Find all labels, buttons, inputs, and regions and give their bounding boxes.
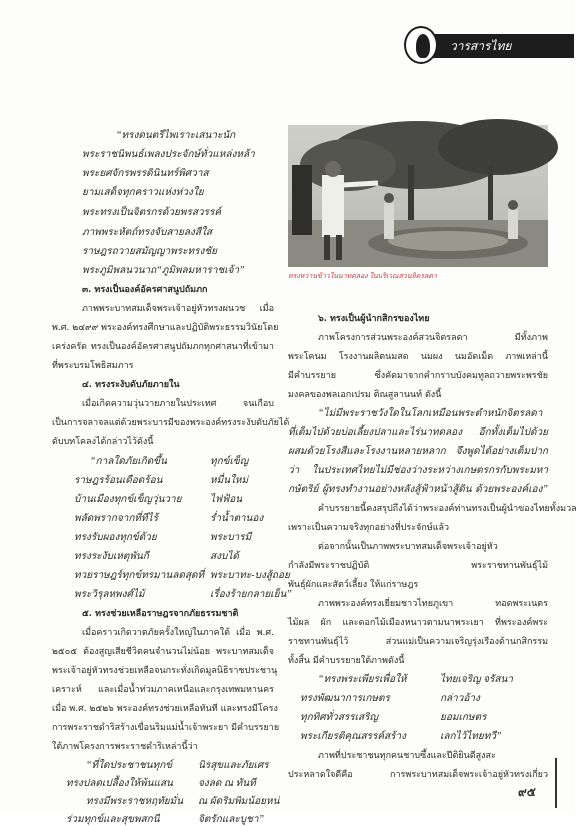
poem-line: “ทรงพระเพียรเพื่อให้ (318, 674, 407, 685)
paragraph-line: เคราะห์ และเมื่อน้ำท่วมภาคเหนือและกรุงเทพมหานคร (52, 685, 274, 695)
paragraph-line: พันธุ์ผักและสัตว์เลี้ยง ให้แก่ราษฎร (288, 580, 419, 590)
quote-line: “ไม่มีพระราชวังใดในโลกเหมือนพระตำหนักจิตรลดา (318, 408, 543, 419)
poem-line: พระทรงเป็นจิตรกรด้วยพรสวรรค์ (82, 207, 222, 218)
margin-rule (555, 758, 557, 808)
poem-line: กล่าวอ้าง (440, 693, 480, 704)
poem-line: พลัดพรากจากที่ทีไร้ (74, 513, 158, 524)
paragraph-line: ภาพพระองค์ทรงเยี่ยมชาวไทยภูเขา ทอดพระเนตร (318, 599, 548, 609)
page-number: ๙๕ (518, 785, 536, 799)
paragraph-line: พระเจ้าอยู่หัวทรงช่วยเหลือจนกระทั่งเกิดมูลนิธิราชประชานุ (52, 666, 278, 676)
paragraph-line: ต่อจากนั้นเป็นภาพพระบาทสมเด็จพระเจ้าอยู่หัว (318, 542, 498, 552)
poem-line: ราษฎรร้อนเดือดร้อน (74, 475, 163, 486)
poem-line: นิรสุขและภัยเศร (198, 760, 269, 771)
paragraph-line: เมื่อเกิดความวุ่นวายภายในประเทศ จนเกือบ (82, 399, 274, 409)
header-band (432, 34, 574, 58)
poem-line: ร่วมทุกข์และสุขพสกนี (66, 814, 160, 825)
paragraph-line: เคร่งครัด ทรงเป็นองค์อัครศาสนูปถัมภกทุกศาสนาที่เข้ามา (52, 342, 274, 352)
paragraph-line: ภาพโครงการส่วนพระองค์สวนจิตรลดา มีทั้งภาพ (318, 333, 548, 343)
paragraph-line: มงคลของพลเอกเปรม ติณสูลานนท์ ดังนี้ (288, 390, 442, 400)
poem-line: เลกไว้ไทยทวี” (440, 731, 502, 742)
poem-line: ทรงระงับเหตุพันกี (74, 551, 149, 562)
poem-line: จงลด ณ ทันที (198, 778, 256, 789)
poem-line: ราษฎรถวายสมัญญาพระทรงชัย (82, 246, 217, 257)
section-heading: ๓. ทรงเป็นองค์อัครศาสนูปถัมภก (82, 285, 208, 295)
section-heading: ๖. ทรงเป็นผู้นำกสิกรของไทย (318, 314, 430, 324)
poem-line: “ที่ใดประชาชนทุกข์ (86, 760, 173, 771)
poem-line: พระวิรุลหพงศ์ไม้ (74, 589, 145, 600)
poem-line: ทรงรับผองทุกข์ด้วย (74, 532, 157, 543)
photo-illustration (288, 125, 548, 267)
poem-line: ทุกทิศทั่วสรรเสริญ (300, 712, 379, 723)
poem-line: พระบารมี (210, 532, 252, 543)
poem-line: สงบได้ (210, 551, 239, 562)
paragraph-line: กำลังมีพระราชปฏิบัติ พระราชทานพันธุ์ไม้ (288, 561, 548, 571)
paragraph-line: เมื่อ พ.ศ. ๒๕๒๖ พระองค์ทรงช่วยเหลือทันที และทรงมีโครง (52, 704, 278, 714)
quote-line: ที่เต็มไปด้วยบ่อเลี้ยงปลาและไร่นาทดลอง อีกทั้งเต็มไปด้วย (288, 427, 548, 438)
paragraph-line: ราชทานพันธุ์ไว้ ส่วนแม่เป็นความเจริญรุ่งเรืองด้านกสิกรรม (288, 637, 548, 647)
quote-line: กษัตริย์ ผู้ทรงทำงานอย่างหลังสู้ฟ้าหน้าสู้ดิน ด้วยพระองค์เอง” (288, 484, 548, 495)
paragraph-line: การพระราชดำริสร้างเขื่อนริมแม่น้ำเจ้าพระยา มีคำบรรยาย (52, 723, 280, 733)
paragraph-line: ประหลาดใจดีคือ การพระบาทสมเด็จพระเจ้าอยู่หัวทรงเกี่ยว (288, 770, 548, 780)
poem-line: “กาลใดภัยเกิดขึ้น (90, 456, 167, 467)
poem-line: ไฟฟ้อน (210, 494, 243, 505)
paragraph-line: เป็นการจลาจลแต่ด้วยพระบารมีของพระองค์ทรงระงับดับภัยได้ (52, 418, 290, 428)
poem-line: “ทรงดนตรีไพเราะเสนาะนัก (116, 130, 236, 141)
poem-line: บ้านเมืองทุกข์เข็ญวุ่นวาย (74, 494, 182, 505)
poem-line: ทวยราษฎร์ทุกข์ทรมานลดสุดที่ (74, 570, 205, 581)
poem-line: พระเกียรติคุณสรรค์สร้าง (300, 731, 407, 742)
paragraph-line: ๒๕๐๕ ต้องสูญเสียชีวิตคนจำนวนไม่น้อย พระบาทสมเด็จ (52, 647, 274, 657)
poem-line: ทรงปลดเปลื้องให้พ้นแสน (66, 778, 173, 789)
paragraph-line: ทั้งสิ้น มีคำบรรยายใต้ภาพดังนี้ (288, 656, 405, 666)
poem-line: ภาพพระหัตถ์ทรงจับสายลงสีใส (82, 227, 213, 238)
paragraph-line: ดับบทโคลงได้กล่าวไว้ดังนี้ (52, 437, 154, 447)
king-sowing-rice-photo (288, 125, 548, 267)
poem-line: ไทยเจริญ จรัสนา (440, 674, 513, 685)
poem-line: ร่ำน้ำตานอง (210, 513, 264, 524)
paragraph-line: เมื่อคราวเกิดวาตภัยครั้งใหญ่ในภาคใต้ เมื่อ พ.ศ. (82, 628, 274, 638)
poem-line: ยอมเกษตร (440, 712, 487, 723)
poem-line: จิตรักและบูชา” (198, 814, 265, 825)
paragraph-line: ไม้ผล ผัก และดอกไม้เมืองหนาวตามนาพระเยา ที่พระองค์พระ (288, 618, 548, 628)
poem-line: ทุกข์เข็ญ (210, 456, 249, 467)
header-title: วารสารไทย (450, 39, 512, 53)
poem-line: พระบาทะ-บงสู้ถอย (210, 570, 290, 581)
paragraph-line: ภาพที่ประชาชนทุกคนชาบซึ้งและปีติยินดีสูงสะ (318, 751, 496, 761)
poem-line: เรื่องร้ายกลายเย็น” (210, 589, 292, 600)
poem-line: ทรงมีพระราชหฤทัยมั่น (86, 796, 184, 807)
paragraph-line: พระโคนม โรงงานผลิตนมสด นมผง นมอัดเม็ด ภาพเหล่านี้ (288, 352, 548, 362)
poem-line: ณ ผัดริมพิมน้อยหน่ (198, 796, 280, 807)
section-heading: ๔. ทรงระงับดับภัยภายใน (82, 380, 180, 390)
poem-line: ยามเสด็จทุกคราวแห่งห่วงใย (82, 187, 204, 198)
paragraph-line: เพราะเป็นความจริงทุกอย่างที่ประจักษ์แล้ว (288, 523, 450, 533)
quote-line: ผสมด้วยโรงสีและโรงงานหลายหลาก จึงพูดได้อย่างเต็มปาก (288, 446, 548, 457)
paragraph-line: พ.ศ. ๒๔๙๙ พระองค์ทรงศึกษาและปฏิบัติพระธรรมวินัยโดย (52, 323, 279, 333)
poem-line: พระยศจักรพรรดินินทร์พิศวาส (82, 168, 209, 179)
poem-line: พระราชนิพนธ์เพลงประจักษ์ทั่วแหล่งหล้า (82, 149, 255, 160)
paragraph-line: ภาพพระบาทสมเด็จพระเจ้าอยู่หัวทรงผนวช เมื่อ (82, 304, 274, 314)
quote-line: ว่า ในประเทศไทยไม่มีช่องว่างระหว่างเกษตรกรกับพระมหา (288, 465, 548, 476)
paragraph-line: คำบรรยายนี้คงสรุปถึงได้ว่าพระองค์ท่านทรงเป็นผู้นำของไทยทั้งมวล (318, 504, 577, 514)
photo-caption: ทรงหว่านข้าวในนาทดลอง ในบริเวณสวนจิตรลดา (288, 272, 437, 280)
poem-line: พระภูมิพลนวนาถ“ภูมิพลมหาราชเจ้า” (82, 265, 245, 276)
paragraph-line: ที่พระบรมโพธิสมภาร (52, 361, 134, 371)
paragraph-line: ใต้ภาพโครงการพระราชดำริเหล่านี้ว่า (52, 742, 198, 752)
paragraph-line: มีคำบรรยาย ซึ่งคัดมาจากคำกราบบังคมทูลถวายพระพรชัย (288, 371, 548, 381)
poem-line: ทรงพัฒนาการเกษตร (300, 693, 390, 704)
magazine-logo-icon (404, 26, 438, 64)
poem-line: หมื่นใหม่ (210, 475, 249, 486)
section-heading: ๕. ทรงช่วยเหลือราษฎรจากภัยธรรมชาติ (82, 609, 239, 619)
